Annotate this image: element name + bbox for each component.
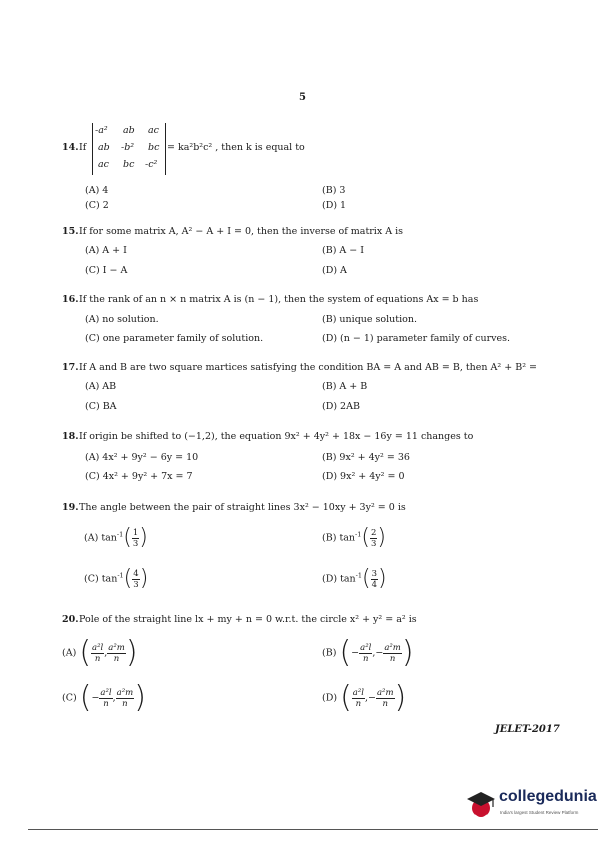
tan-label: tan	[101, 573, 118, 585]
question-17-number: 17.	[62, 362, 79, 373]
fraction-denominator: n	[362, 653, 369, 664]
fraction-denominator: n	[382, 698, 388, 709]
fraction-numerator: a²m	[376, 687, 394, 698]
q19-option-d[interactable]: (D) $\tan^{-1}$( $\frac{3}{4}$ )	[322, 566, 387, 591]
fraction-numerator: 3	[371, 568, 378, 579]
fraction-numerator: a²l	[360, 642, 372, 653]
option-label: (B)	[322, 532, 337, 544]
question-19-number: 19.	[62, 502, 79, 513]
brand-tagline: India's largest Student Review Platform	[500, 810, 579, 815]
brand-logo[interactable]	[464, 786, 597, 826]
graduation-cap-icon	[464, 788, 498, 822]
question-16-number: 16.	[62, 294, 79, 305]
q16-option-c[interactable]: (C) one parameter family of solution.	[85, 333, 264, 344]
q17-option-b[interactable]: (B) A + B	[322, 381, 368, 392]
q18-option-d[interactable]: (D) 9x² + 4y² = 0	[322, 471, 405, 482]
option-label: (C)	[62, 692, 77, 704]
fraction-numerator: a²l	[100, 687, 112, 698]
q15-option-c[interactable]: (C) I − A	[85, 265, 128, 276]
option-label: (A)	[84, 532, 99, 544]
q15-option-d[interactable]: (D) A	[322, 265, 347, 276]
fraction-numerator: a²m	[108, 642, 125, 653]
fraction-numerator: a²l	[352, 687, 364, 698]
option-label: (D)	[322, 573, 338, 585]
question-18-text: If origin be shifted to (−1,2), the equation 9x² + 4y² + 18x − 16y = 11 changes to	[79, 431, 474, 442]
question-19-text: The angle between the pair of straight lines 3x² − 10xy + 3y² = 0 is	[79, 502, 406, 513]
q18-option-b[interactable]: (B) 9x² + 4y² = 36	[322, 452, 410, 463]
question-16-text: If the rank of an n × n matrix A is (n − 1), then the system of equations Ax = b has	[79, 294, 479, 305]
fraction-numerator: 2	[370, 527, 377, 538]
q20-option-c[interactable]: (C) (− $\frac{\text{a²l}}{n}$ , $\frac{\text{a²m}}{n}$ )	[62, 680, 146, 715]
fraction-denominator: n	[355, 698, 362, 709]
matrix-cell: ab	[98, 142, 110, 153]
matrix-cell: bc	[148, 142, 160, 153]
question-18-number: 18.	[62, 431, 79, 442]
question-14-if: If	[79, 142, 87, 153]
matrix-cell: -b²	[121, 142, 135, 153]
fraction-denominator: n	[113, 653, 120, 664]
question-17-text: If A and B are two square martices satisfying the condition BA = A and AB = B, then A² + B² =	[79, 362, 537, 373]
q20-option-d[interactable]: (D) ( $\frac{\text{a²l}}{n}$ ,− $\frac{\text{a²m}}{n}$ )	[322, 680, 407, 715]
fraction-denominator: n	[94, 653, 101, 664]
q18-option-a[interactable]: (A) 4x² + 9y² − 6y = 10	[85, 452, 199, 463]
q15-option-b[interactable]: (B) A − I	[322, 245, 365, 256]
option-label: (A)	[62, 647, 77, 659]
matrix-cell: bc	[123, 159, 135, 170]
matrix-cell: ab	[123, 125, 135, 136]
tan-label: tan	[101, 532, 117, 544]
q17-option-a[interactable]: (A) AB	[85, 381, 117, 392]
option-label: (C)	[84, 573, 99, 585]
footer-divider	[28, 829, 598, 830]
inverse-exponent: -1	[355, 530, 362, 539]
q16-option-b[interactable]: (B) unique solution.	[322, 314, 417, 325]
q16-option-d[interactable]: (D) (n − 1) parameter family of curves.	[322, 333, 510, 344]
q19-option-a[interactable]: (A) $\tan^{-1}$( $\frac{1}{3}$ )	[84, 525, 148, 550]
fraction-denominator: 3	[370, 538, 377, 549]
q19-option-c[interactable]: (C) $\tan^{-1}$( $\frac{4}{3}$ )	[84, 566, 149, 591]
fraction-denominator: n	[389, 653, 396, 664]
matrix-cell: ac	[148, 125, 159, 136]
exam-code: JELET-2017	[495, 724, 560, 735]
question-14-determinant	[92, 123, 166, 175]
fraction-denominator: n	[122, 698, 128, 709]
option-label: (B)	[322, 647, 337, 659]
q14-option-d[interactable]: (D) 1	[322, 200, 347, 211]
q17-option-c[interactable]: (C) BA	[85, 401, 117, 412]
matrix-cell: ac	[98, 159, 109, 170]
q16-option-a[interactable]: (A) no solution.	[85, 314, 159, 325]
sign: −	[351, 647, 360, 659]
question-20-text: Pole of the straight line lx + my + n = 0 w.r.t. the circle x² + y² = a² is	[79, 614, 417, 625]
tan-label: tan	[340, 573, 356, 585]
fraction-denominator: n	[103, 698, 109, 709]
question-15-number: 15.	[62, 226, 79, 237]
q14-option-a[interactable]: (A) 4	[85, 185, 109, 196]
q20-option-a[interactable]: (A) ( $\frac{\text{a²l}}{n}$ , $\frac{\text{a²m}}{n}$ )	[62, 635, 138, 670]
fraction-numerator: a²m	[116, 687, 134, 698]
brand-name: collegedunia	[499, 788, 597, 805]
question-14-rhs: = ka²b²c² , then k is equal to	[167, 142, 305, 153]
q19-option-b[interactable]: (B) $\tan^{-1}$( $\frac{2}{3}$ )	[322, 525, 386, 550]
question-20-number: 20.	[62, 614, 79, 625]
question-14-number: 14.	[62, 142, 79, 153]
sign: −	[375, 647, 384, 659]
sign: −	[368, 692, 376, 704]
inverse-exponent: -1	[117, 571, 124, 580]
fraction-denominator: 3	[133, 579, 139, 590]
q15-option-a[interactable]: (A) A + I	[85, 245, 127, 256]
q17-option-d[interactable]: (D) 2AB	[322, 401, 360, 412]
fraction-numerator: a²m	[384, 642, 401, 653]
matrix-cell: -c²	[145, 159, 158, 170]
sign: −	[91, 692, 100, 704]
q14-option-b[interactable]: (B) 3	[322, 185, 346, 196]
fraction-numerator: 1	[132, 527, 139, 538]
q14-option-c[interactable]: (C) 2	[85, 200, 109, 211]
fraction-numerator: 4	[133, 568, 139, 579]
inverse-exponent: -1	[116, 530, 124, 539]
fraction-denominator: 4	[371, 579, 378, 590]
fraction-denominator: 3	[132, 538, 139, 549]
page-number: 5	[299, 92, 306, 103]
q20-option-b[interactable]: (B) (− $\frac{\text{a²l}}{n}$ ,− $\frac{\text{a²m}}{n}$ )	[322, 635, 414, 670]
question-15-text: If for some matrix A, A² − A + I = 0, then the inverse of matrix A is	[79, 226, 404, 237]
fraction-numerator: a²l	[92, 642, 104, 653]
tan-label: tan	[339, 532, 356, 544]
q18-option-c[interactable]: (C) 4x² + 9y² + 7x = 7	[85, 471, 193, 482]
inverse-exponent: -1	[355, 571, 363, 580]
option-label: (D)	[322, 692, 338, 704]
matrix-cell: -a²	[95, 125, 108, 136]
